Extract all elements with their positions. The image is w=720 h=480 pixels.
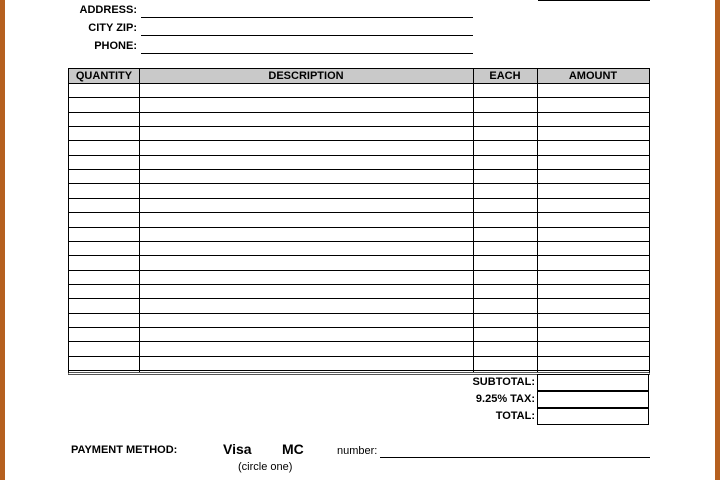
table-row[interactable]	[69, 183, 649, 184]
table-row[interactable]	[69, 255, 649, 256]
table-row[interactable]	[69, 327, 649, 328]
column-header-amount: AMOUNT	[568, 70, 618, 82]
column-header-each: EACH	[489, 70, 521, 82]
address-label: ADDRESS:	[79, 4, 137, 16]
subtotal-label: SUBTOTAL:	[472, 376, 535, 388]
table-row[interactable]	[69, 227, 649, 228]
column-divider	[473, 69, 474, 372]
total-label: TOTAL:	[495, 410, 535, 422]
table-row[interactable]	[69, 155, 649, 156]
mc-option[interactable]: MC	[282, 441, 304, 457]
circle-one-note: (circle one)	[238, 461, 293, 473]
table-row[interactable]	[69, 198, 649, 199]
top-right-field-line	[538, 0, 650, 1]
card-number-field[interactable]	[380, 457, 650, 458]
phone-label: PHONE:	[94, 40, 137, 52]
card-number-label: number:	[337, 445, 378, 457]
column-header-description: DESCRIPTION	[268, 70, 344, 82]
city-zip-field[interactable]	[141, 35, 473, 36]
table-row[interactable]	[69, 284, 649, 285]
table-row[interactable]	[69, 126, 649, 127]
address-field[interactable]	[141, 17, 473, 18]
table-row[interactable]	[69, 356, 649, 357]
table-header	[69, 69, 649, 84]
column-header-quantity: QUANTITY	[75, 70, 133, 82]
column-divider	[139, 69, 140, 372]
table-row[interactable]	[69, 212, 649, 213]
table-row[interactable]	[69, 298, 649, 299]
city-zip-label: CITY ZIP:	[88, 22, 137, 34]
tax-label: 9.25% TAX:	[475, 393, 535, 405]
table-row[interactable]	[69, 270, 649, 271]
subtotal-field[interactable]	[537, 374, 649, 391]
table-row[interactable]	[69, 241, 649, 242]
line-items-table	[68, 68, 650, 375]
visa-option[interactable]: Visa	[223, 441, 252, 457]
table-row[interactable]	[69, 140, 649, 141]
total-field[interactable]	[537, 408, 649, 425]
table-row[interactable]	[69, 169, 649, 170]
table-row[interactable]	[69, 341, 649, 342]
payment-method-label: PAYMENT METHOD:	[71, 444, 178, 456]
table-row[interactable]	[69, 112, 649, 113]
phone-field[interactable]	[141, 53, 473, 54]
table-row[interactable]	[69, 370, 649, 371]
column-divider	[537, 69, 538, 372]
table-row[interactable]	[69, 97, 649, 98]
tax-field[interactable]	[537, 391, 649, 408]
order-form-sheet	[5, 0, 715, 480]
table-row[interactable]	[69, 313, 649, 314]
